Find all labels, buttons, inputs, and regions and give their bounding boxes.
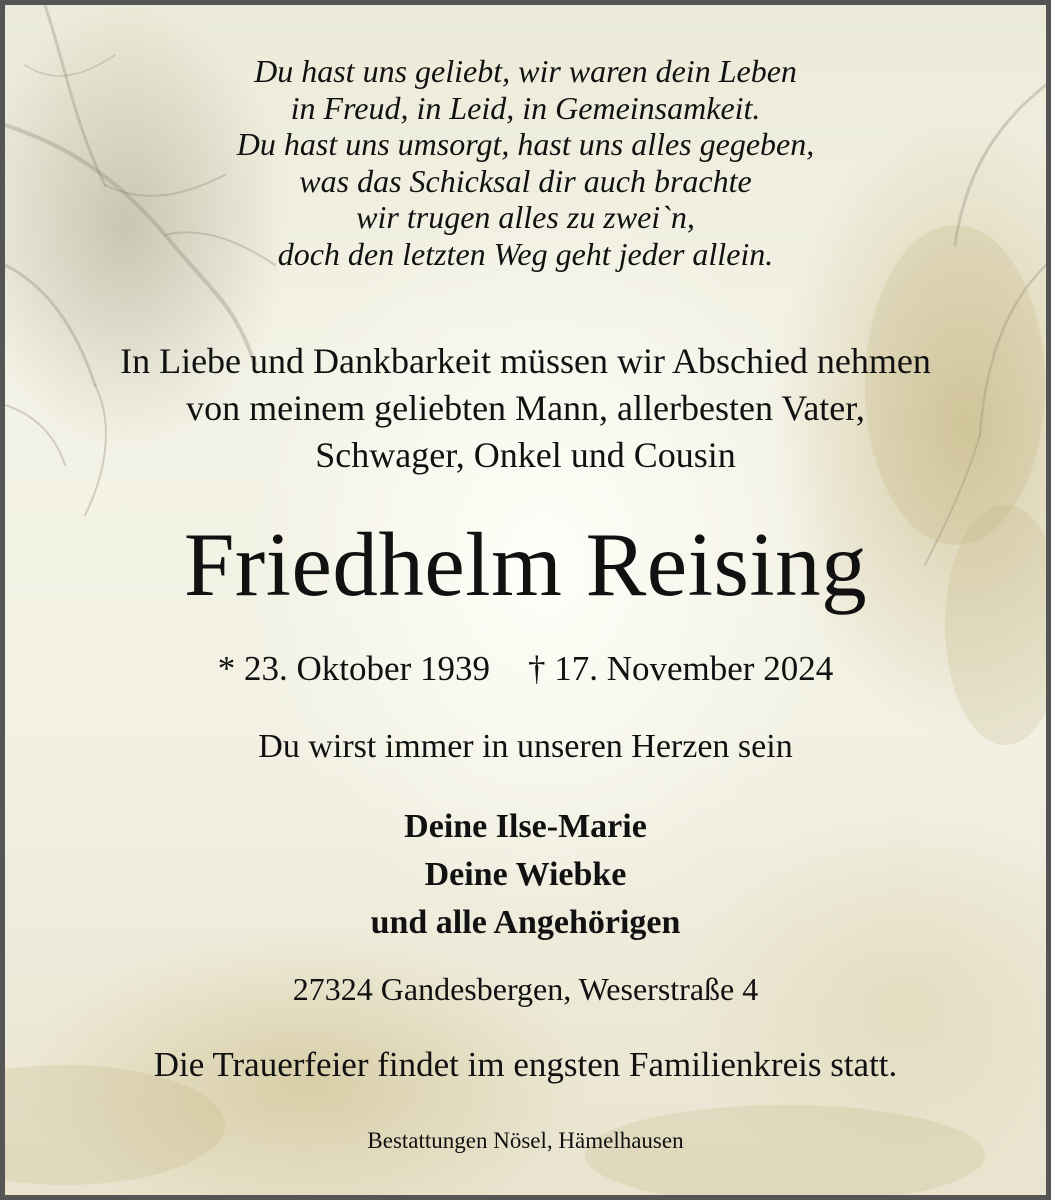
life-dates bbox=[5, 647, 1046, 691]
signer-line: Deine Wiebke bbox=[424, 856, 627, 893]
poem-line: in Freud, in Leid, in Gemeinsamkeit. bbox=[290, 89, 761, 126]
remembrance-line: Du wirst immer in unseren Herzen sein bbox=[258, 728, 793, 765]
poem bbox=[5, 53, 1046, 272]
service-note: Die Trauerfeier findet im engsten Familienkreis statt. bbox=[153, 1045, 898, 1084]
poem-line: wir trugen alles zu zwei`n, bbox=[356, 199, 695, 235]
intro-line: In Liebe und Dankbarkeit müssen wir Abschied nehmen bbox=[120, 341, 931, 381]
address: 27324 Gandesbergen, Weserstraße 4 bbox=[292, 971, 759, 1007]
death-date: † 17. November 2024 bbox=[527, 649, 834, 688]
signer-line: und alle Angehörigen bbox=[370, 904, 681, 941]
signer-line: Deine Ilse-Marie bbox=[404, 808, 647, 845]
poem-line: Du hast uns geliebt, wir waren dein Leben bbox=[254, 53, 797, 89]
signers bbox=[5, 803, 1046, 947]
undertaker: Bestattungen Nösel, Hämelhausen bbox=[367, 1128, 684, 1153]
farewell-intro bbox=[5, 338, 1046, 479]
intro-line: von meinem geliebten Mann, allerbesten Vater, bbox=[186, 388, 865, 428]
birth-date: * 23. Oktober 1939 bbox=[217, 649, 490, 688]
poem-line: was das Schicksal dir auch brachte bbox=[299, 162, 752, 199]
poem-line: Du hast uns umsorgt, hast uns alles gegeben, bbox=[236, 126, 815, 162]
intro-line: Schwager, Onkel und Cousin bbox=[315, 435, 736, 475]
deceased-name: Friedhelm Reising bbox=[183, 514, 868, 615]
poem-line: doch den letzten Weg geht jeder allein. bbox=[277, 235, 774, 272]
